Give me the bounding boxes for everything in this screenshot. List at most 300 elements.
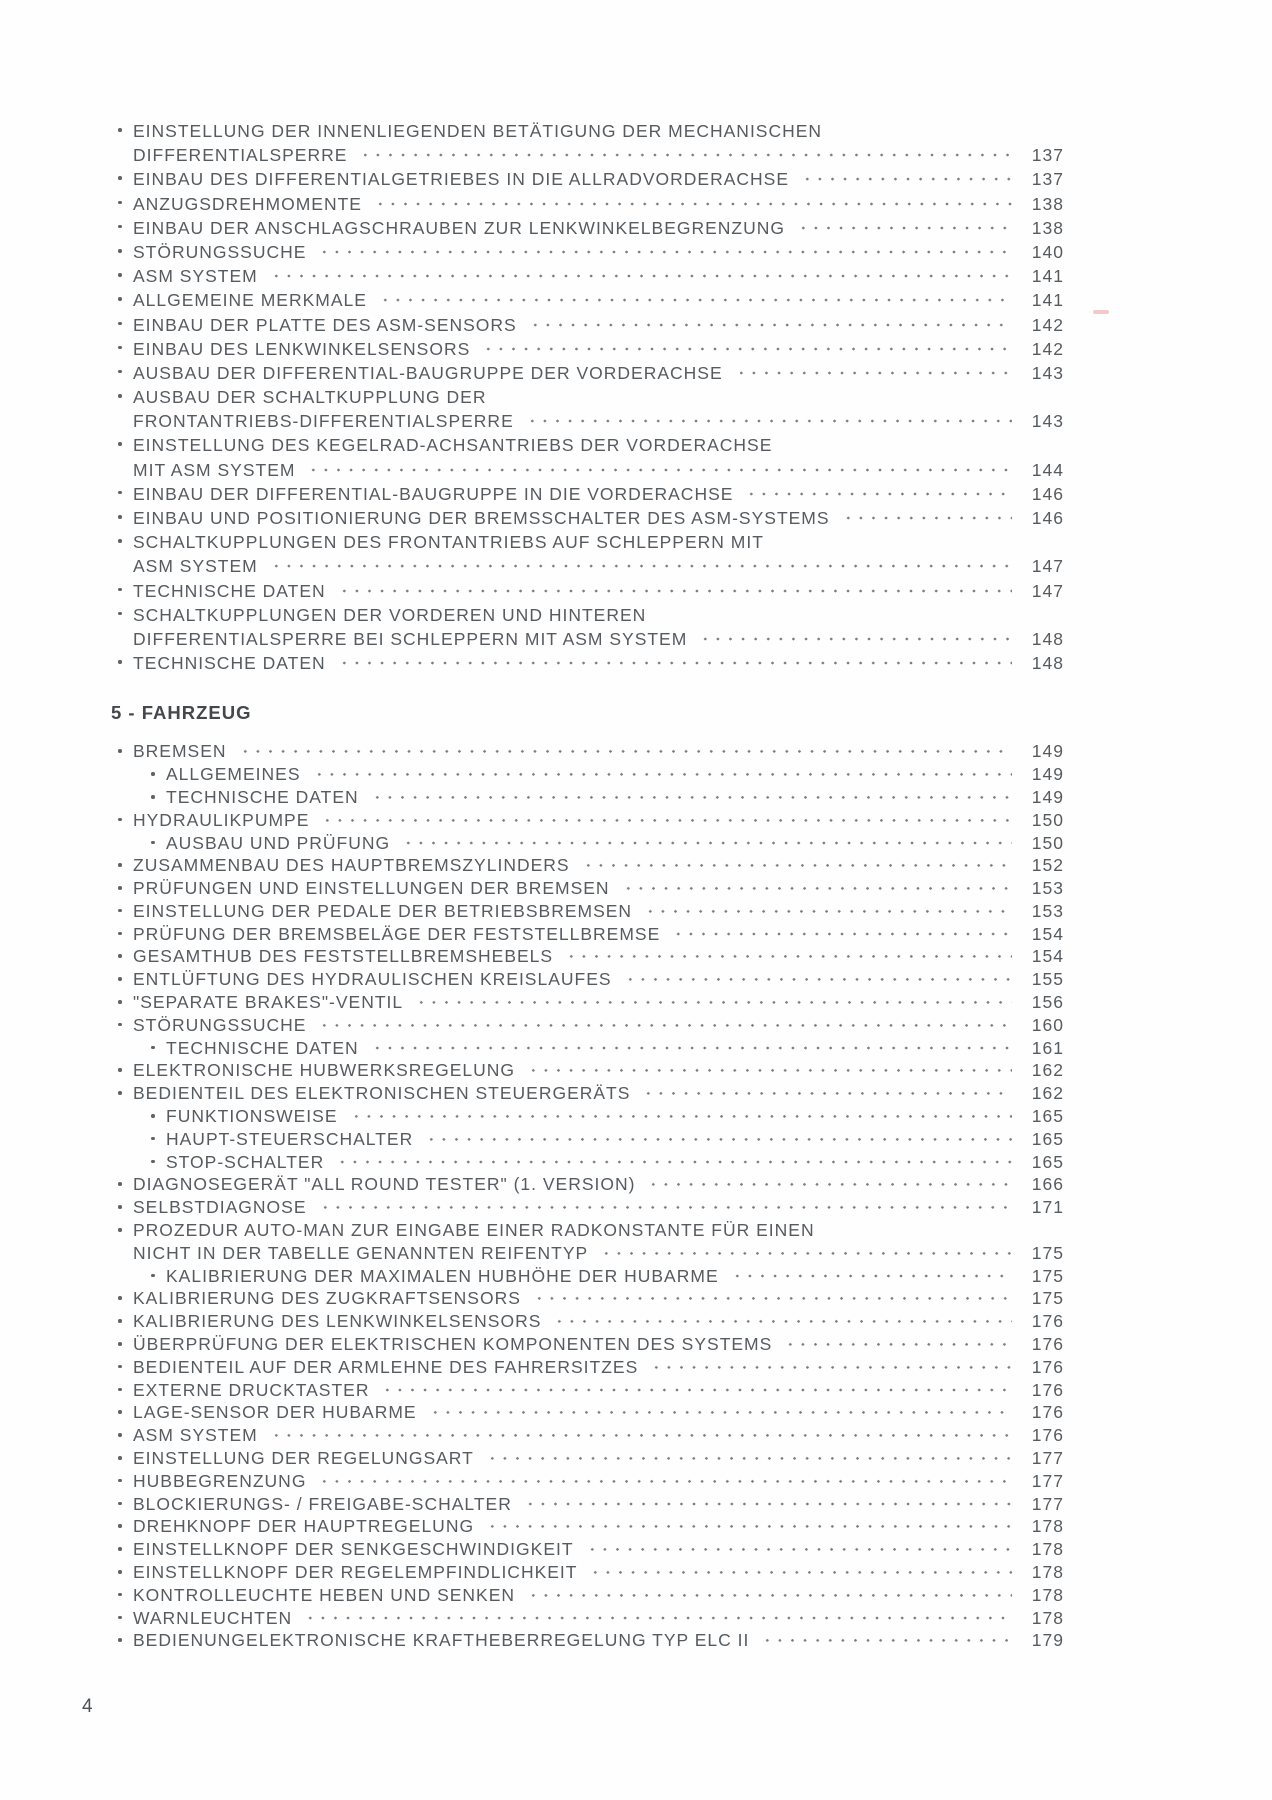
dotted-leader [400,832,1012,855]
dotted-leader [348,1105,1012,1128]
bullet-icon [116,854,133,877]
bullet-icon [116,288,133,312]
toc-entry-page: 146 [1031,483,1064,504]
toc-entry-label: ALLGEMEINES [166,764,301,785]
toc-row [116,1584,1064,1607]
toc-row [116,651,1064,675]
dotted-leader [622,968,1012,991]
toc-entry-label: ASM SYSTEM [133,266,258,287]
toc-row [116,1059,1064,1082]
bullet-icon [116,809,133,832]
toc-entry-label: BEDIENUNGELEKTRONISCHE KRAFTHEBERREGELUNG TYP ELC II [133,1630,750,1651]
dotted-leader [531,1287,1012,1310]
toc-entry-page: 177 [1031,1448,1064,1469]
dotted-leader [316,240,1012,264]
toc-entry-label: EINBAU DER DIFFERENTIAL-BAUGRUPPE IN DIE VORDERACHSE [133,483,734,504]
toc-entry-page: 177 [1031,1470,1064,1491]
toc-entry-page: 138 [1031,217,1064,238]
toc-entry-label: DREHKNOPF DER HAUPTREGELUNG [133,1516,475,1537]
toc-entry-label: TECHNISCHE DATEN [166,1037,359,1058]
dotted-leader [372,192,1012,216]
dotted-leader [795,216,1012,240]
toc-entry-label: ANZUGSDREHMOMENTE [133,193,362,214]
toc-entry-label: EINBAU DER PLATTE DES ASM-SENSORS [133,314,517,335]
bullet-icon [116,433,133,457]
toc-entry-label: ASM SYSTEM [133,1425,258,1446]
bullet-icon [116,192,133,216]
toc-entry-page: 149 [1031,786,1064,807]
dotted-leader [697,627,1012,651]
bullet-icon [149,1128,166,1151]
bullet-icon [116,1219,133,1242]
toc-entry-page: 154 [1031,946,1064,967]
toc-entry-page: 152 [1031,855,1064,876]
toc-row [116,1538,1064,1561]
bullet-icon [116,143,133,167]
toc-entry-page: 137 [1031,169,1064,190]
bullet-icon [116,627,133,651]
bullet-icon [116,1379,133,1402]
bullet-icon [116,1242,133,1265]
toc-row [116,506,1064,530]
toc-entry-page: 166 [1031,1174,1064,1195]
bullet-icon [116,923,133,946]
toc-entry-page: 178 [1031,1516,1064,1537]
toc-row [116,945,1064,968]
toc-row [116,1265,1064,1288]
page-number: 4 [82,1696,94,1717]
toc-row [116,288,1064,312]
toc-row [116,1493,1064,1516]
bullet-icon [116,458,133,482]
toc-entry-label: WARNLEUCHTEN [133,1607,293,1628]
toc-entry-label: SCHALTKUPPLUNGEN DES FRONTANTRIEBS AUF SCHLEPPERN MIT [133,532,764,553]
toc-entry-page: 160 [1031,1014,1064,1035]
toc-entry-label: EXTERNE DRUCKTASTER [133,1379,370,1400]
toc-entry-page: 178 [1031,1539,1064,1560]
bullet-icon [116,740,133,763]
toc-entry-label: EINSTELLUNG DER INNENLIEGENDEN BETÄTIGUNG DER MECHANISCHEN [133,121,823,141]
bullet-icon [149,832,166,855]
toc-entry-label: STÖRUNGSSUCHE [133,1014,307,1035]
toc-entry-page: 176 [1031,1379,1064,1400]
toc-entry-page: 138 [1031,193,1064,214]
toc-entry-page: 140 [1031,241,1064,262]
toc-entry-label: AUSBAU DER SCHALTKUPPLUNG DER [133,387,487,408]
bullet-icon [116,1059,133,1082]
dotted-leader [484,1447,1012,1470]
dotted-leader [587,1561,1012,1584]
toc-entry-label: PROZEDUR AUTO-MAN ZUR EINGABE EINER RADKONSTANTE FÜR EINEN [133,1220,815,1241]
toc-entry-page: 156 [1031,992,1064,1013]
bullet-icon [116,945,133,968]
bullet-icon [149,786,166,809]
toc-entry-page: 178 [1031,1584,1064,1605]
bullet-icon [116,1538,133,1561]
toc-entry-label: PRÜFUNGEN UND EINSTELLUNGEN DER BREMSEN [133,878,610,899]
dotted-leader [598,1242,1012,1265]
dotted-leader [480,337,1012,361]
toc-entry-label: FUNKTIONSWEISE [166,1106,338,1127]
toc-row [116,1037,1064,1060]
dotted-leader [319,809,1012,832]
toc-row [116,264,1064,288]
bullet-icon [116,409,133,433]
toc-entry-page: 148 [1031,653,1064,674]
bullet-icon [116,1356,133,1379]
section-heading: 5 - FAHRZEUG [111,702,252,724]
toc-entry-label: KALIBRIERUNG DES LENKWINKELSENSORS [133,1311,542,1332]
bullet-icon [116,900,133,923]
bullet-icon [116,240,133,264]
toc-entry-label: BEDIENTEIL DES ELEKTRONISCHEN STEUERGERÄTS [133,1083,631,1104]
dotted-leader [237,740,1012,763]
toc-row [116,313,1064,337]
toc-entry-label: GESAMTHUB DES FESTSTELLBREMSHEBELS [133,946,554,967]
toc-entry-page: 161 [1031,1037,1064,1058]
toc-row [116,877,1064,900]
dotted-leader [580,854,1012,877]
bullet-icon [149,763,166,786]
dotted-leader [334,1151,1012,1174]
bullet-icon [149,1265,166,1288]
toc-row [116,627,1064,651]
toc-entry-label: EINSTELLKNOPF DER SENKGESCHWINDIGKEIT [133,1539,574,1560]
toc-entry-page: 176 [1031,1425,1064,1446]
toc-entry-label: EINSTELLKNOPF DER REGELEMPFINDLICHKEIT [133,1562,578,1582]
bullet-icon [116,1310,133,1333]
toc-row [116,1515,1064,1538]
dotted-leader [563,945,1012,968]
dotted-leader [645,1173,1012,1196]
toc-row [116,603,1064,627]
toc-row [116,832,1064,855]
toc-entry-label: BREMSEN [133,741,227,762]
toc-row [116,1242,1064,1265]
bullet-icon [116,216,133,240]
toc-row [116,385,1064,409]
dotted-leader [729,1265,1012,1288]
bullet-icon [116,1470,133,1493]
scan-artifact-mark [1093,310,1109,314]
toc-row [116,530,1064,554]
toc-entry-page: 176 [1031,1311,1064,1332]
toc-row [116,409,1064,433]
bullet-icon [149,1151,166,1174]
toc-entry-page: 175 [1031,1242,1064,1263]
toc-entry-page: 175 [1031,1288,1064,1309]
toc-row [116,482,1064,506]
dotted-leader [302,1607,1012,1630]
bullet-icon [116,167,133,191]
toc-entry-page: 148 [1031,628,1064,649]
toc-entry-page: 143 [1031,411,1064,432]
toc-entry-page: 179 [1031,1630,1064,1651]
bullet-icon [116,579,133,603]
dotted-leader [305,458,1012,482]
toc-row [116,1401,1064,1424]
toc-row [116,192,1064,216]
toc-entry-page: 142 [1031,338,1064,359]
toc-entry-label: "SEPARATE BRAKES"-VENTIL [133,992,404,1013]
toc-entry-label: TECHNISCHE DATEN [166,786,359,807]
dotted-leader [522,1493,1012,1516]
toc-row [116,1356,1064,1379]
toc-row [116,991,1064,1014]
toc-row [116,1607,1064,1630]
dotted-leader [640,1082,1012,1105]
bullet-icon [116,506,133,530]
toc-row [116,143,1064,167]
toc-entry-label: NICHT IN DER TABELLE GENANNTEN REIFENTYP [133,1242,589,1263]
toc-entry-label: PRÜFUNG DER BREMSBELÄGE DER FESTSTELLBREMSE [133,923,661,944]
bullet-icon [116,1082,133,1105]
toc-entry-label: ÜBERPRÜFUNG DER ELEKTRISCHEN KOMPONENTEN DES SYSTEMS [133,1334,773,1355]
toc-entry-label: BLOCKIERUNGS- / FREIGABE-SCHALTER [133,1493,512,1514]
toc-entry-page: 147 [1031,580,1064,601]
bullet-icon [116,1607,133,1630]
bullet-icon [116,1401,133,1424]
toc-entry-page: 178 [1031,1607,1064,1628]
dotted-leader [648,1356,1012,1379]
bullet-icon [116,1424,133,1447]
bullet-icon [116,119,133,143]
bullet-icon [116,1287,133,1310]
toc-entry-label: AUSBAU UND PRÜFUNG [166,832,391,853]
toc-entry-page: 150 [1031,809,1064,830]
toc-entry-label: HUBBEGRENZUNG [133,1470,307,1491]
bullet-icon [116,1173,133,1196]
toc-entry-page: 147 [1031,556,1064,577]
dotted-leader [743,482,1012,506]
dotted-leader [369,786,1012,809]
toc-entry-label: DIAGNOSEGERÄT "ALL ROUND TESTER" (1. VERSION) [133,1174,636,1195]
toc-entry-label: FRONTANTRIEBS-DIFFERENTIALSPERRE [133,411,514,432]
bullet-icon [116,361,133,385]
toc-row [116,1561,1064,1584]
dotted-leader [525,1584,1012,1607]
bullet-icon [116,530,133,554]
dotted-leader [670,923,1012,946]
toc-row [116,1151,1064,1174]
toc-entry-page: 150 [1031,832,1064,853]
toc-entry-page: 149 [1031,764,1064,785]
dotted-leader [316,1470,1012,1493]
dotted-leader [316,1014,1012,1037]
dotted-leader [268,1424,1012,1447]
toc-entry-label: ALLGEMEINE MERKMALE [133,290,367,311]
toc-entry-label: ZUSAMMENBAU DES HAUPTBREMSZYLINDERS [133,855,570,876]
bullet-icon [116,1333,133,1356]
dotted-leader [620,877,1012,900]
dotted-leader [311,763,1012,786]
toc-entry-page: 137 [1031,145,1064,166]
toc-row [116,923,1064,946]
toc-entry-page: 175 [1031,1265,1064,1286]
bullet-icon [116,968,133,991]
toc-entry-page: 165 [1031,1106,1064,1127]
toc-row [116,809,1064,832]
bullet-icon [149,1037,166,1060]
toc-entry-label: KONTROLLEUCHTE HEBEN UND SENKEN [133,1584,516,1605]
toc-row [116,1196,1064,1219]
toc-entry-label: DIFFERENTIALSPERRE [133,145,348,166]
bullet-icon [116,1493,133,1516]
dotted-leader [642,900,1012,923]
toc-row [116,1173,1064,1196]
bullet-icon [116,877,133,900]
toc-entry-page: 153 [1031,878,1064,899]
toc-row [116,119,1064,143]
toc-entry-label: TECHNISCHE DATEN [133,653,326,674]
bullet-icon [116,385,133,409]
toc-entry-page: 176 [1031,1356,1064,1377]
dotted-leader [427,1401,1012,1424]
toc-row [116,1310,1064,1333]
toc-row [116,1629,1064,1652]
bullet-icon [116,1629,133,1652]
bullet-icon [116,651,133,675]
toc-entry-page: 177 [1031,1493,1064,1514]
bullet-icon [116,1584,133,1607]
bullet-icon [116,554,133,578]
dotted-leader [799,167,1012,191]
toc-entry-page: 141 [1031,266,1064,287]
toc-row [116,786,1064,809]
toc-entry-page: 142 [1031,314,1064,335]
toc-row [116,1424,1064,1447]
toc-entry-page: 162 [1031,1060,1064,1081]
toc-section-list [116,740,1064,1652]
toc-entry-label: SELBSTDIAGNOSE [133,1197,307,1218]
dotted-leader [584,1538,1012,1561]
toc-row [116,458,1064,482]
toc-entry-label: ASM SYSTEM [133,556,258,577]
toc-entry-label: HAUPT-STEUERSCHALTER [166,1128,414,1149]
toc-entry-page: 155 [1031,969,1064,990]
dotted-leader [551,1310,1012,1333]
toc-entry-label: EINBAU DES LENKWINKELSENSORS [133,338,471,359]
toc-entry-label: TECHNISCHE DATEN [133,580,326,601]
dotted-leader [268,554,1012,578]
dotted-leader [357,143,1012,167]
dotted-leader [413,991,1012,1014]
toc-row [116,1379,1064,1402]
toc-row [116,1470,1064,1493]
toc-row [116,167,1064,191]
toc-entry-label: AUSBAU DER DIFFERENTIAL-BAUGRUPPE DER VORDERACHSE [133,362,723,383]
dotted-leader [317,1196,1013,1219]
toc-entry-label: DIFFERENTIALSPERRE BEI SCHLEPPERN MIT ASM SYSTEM [133,628,688,649]
bullet-icon [149,1105,166,1128]
toc-entry-label: EINBAU UND POSITIONIERUNG DER BREMSSCHALTER DES ASM-SYSTEMS [133,508,830,528]
toc-entry-label: KALIBRIERUNG DES ZUGKRAFTSENSORS [133,1288,521,1309]
toc-row [116,1287,1064,1310]
toc-content [111,119,1064,1652]
dotted-leader [369,1037,1012,1060]
dotted-leader [524,409,1012,433]
toc-row [116,216,1064,240]
toc-entry-label: EINSTELLUNG DER REGELUNGSART [133,1448,474,1469]
toc-entry-page: 143 [1031,362,1064,383]
toc-row [116,1333,1064,1356]
toc-row [116,433,1064,457]
dotted-leader [759,1629,1012,1652]
toc-entry-label: ELEKTRONISCHE HUBWERKSREGELUNG [133,1060,516,1081]
toc-entry-label: EINSTELLUNG DER PEDALE DER BETRIEBSBREMSEN [133,900,633,921]
bullet-icon [116,1447,133,1470]
toc-row [116,968,1064,991]
dotted-leader [733,361,1012,385]
toc-entry-page: 144 [1031,459,1064,480]
dotted-leader [782,1333,1012,1356]
toc-entry-page: 176 [1031,1334,1064,1355]
dotted-leader [377,288,1012,312]
toc-entry-label: ENTLÜFTUNG DES HYDRAULISCHEN KREISLAUFES [133,969,612,990]
dotted-leader [840,506,1012,530]
toc-entry-page: 149 [1031,741,1064,762]
toc-entry-label: LAGE-SENSOR DER HUBARME [133,1402,417,1423]
dotted-leader [423,1128,1012,1151]
bullet-icon [116,1014,133,1037]
toc-entry-page: 153 [1031,900,1064,921]
bullet-icon [116,482,133,506]
toc-row [116,1219,1064,1242]
toc-entry-label: STOP-SCHALTER [166,1151,325,1172]
toc-row [116,900,1064,923]
toc-entry-label: MIT ASM SYSTEM [133,459,296,480]
dotted-leader [336,579,1012,603]
toc-entry-label: EINBAU DES DIFFERENTIALGETRIEBES IN DIE ALLRADVORDERACHSE [133,169,790,190]
toc-row [116,1128,1064,1151]
bullet-icon [116,1196,133,1219]
toc-row [116,579,1064,603]
bullet-icon [116,1515,133,1538]
toc-row [116,240,1064,264]
bullet-icon [116,337,133,361]
dotted-leader [525,1059,1012,1082]
bullet-icon [116,991,133,1014]
toc-entry-label: EINBAU DER ANSCHLAGSCHRAUBEN ZUR LENKWINKELBEGRENZUNG [133,217,785,238]
toc-row [116,854,1064,877]
toc-entry-label: STÖRUNGSSUCHE [133,241,307,262]
toc-row [116,337,1064,361]
toc-entry-label: KALIBRIERUNG DER MAXIMALEN HUBHÖHE DER HUBARME [166,1265,719,1286]
bullet-icon [116,264,133,288]
toc-entry-page: 176 [1031,1402,1064,1423]
toc-entry-page: 165 [1031,1151,1064,1172]
toc-entry-label: SCHALTKUPPLUNGEN DER VORDEREN UND HINTEREN [133,604,647,625]
toc-entry-page: 178 [1031,1562,1064,1582]
dotted-leader [527,313,1012,337]
toc-row [116,1447,1064,1470]
bullet-icon [116,313,133,337]
toc-row [116,763,1064,786]
toc-row [116,740,1064,763]
dotted-leader [268,264,1012,288]
toc-row [116,1105,1064,1128]
toc-entry-label: BEDIENTEIL AUF DER ARMLEHNE DES FAHRERSITZES [133,1356,639,1377]
toc-entry-page: 146 [1031,508,1064,528]
toc-continued-list [116,119,1064,675]
toc-row [116,1082,1064,1105]
toc-entry-page: 141 [1031,290,1064,311]
dotted-leader [336,651,1012,675]
dotted-leader [379,1379,1012,1402]
bullet-icon [116,603,133,627]
toc-entry-page: 171 [1031,1197,1064,1218]
toc-entry-page: 165 [1031,1128,1064,1149]
